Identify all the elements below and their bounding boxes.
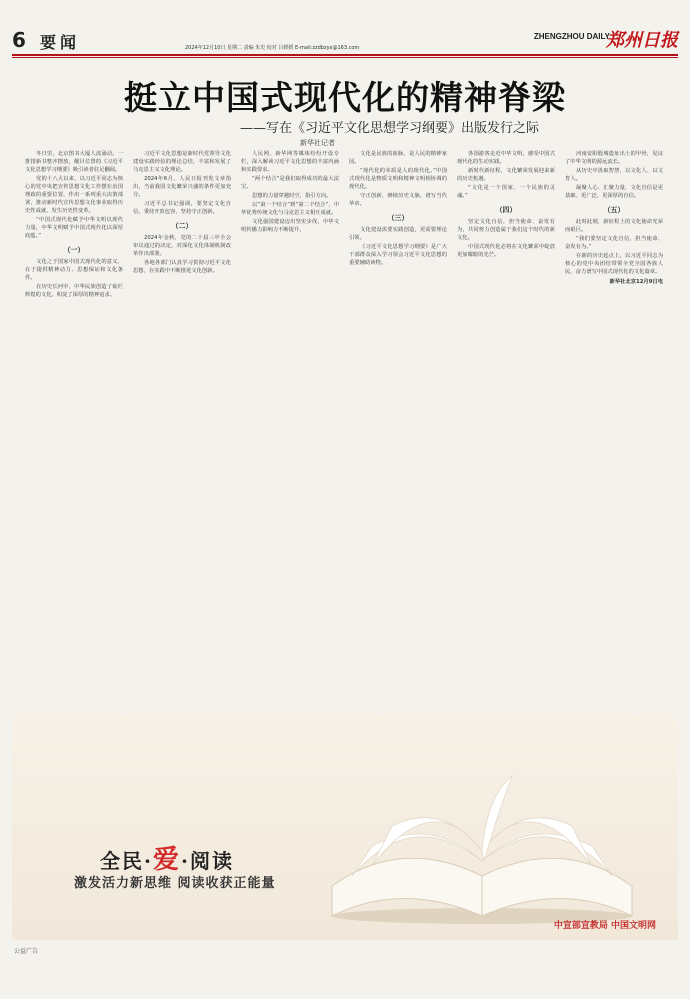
article-column-2	[133, 150, 231, 710]
paragraph: “我们要坚定文化自信，担当使命、奋发有为。”	[565, 236, 663, 250]
paragraph: 文化是民族的血脉，是人民的精神家园。	[349, 151, 447, 165]
article-column-5	[457, 150, 555, 710]
paragraph: 习近平文化思想是新时代党领导文化建设实践经验的理论总结，丰富和发展了马克思主义文化理论。	[133, 151, 231, 173]
ad-title-part: ·阅读	[180, 849, 234, 873]
paragraph: 坚定文化自信，担当使命、奋发有为，共同努力创造属于我们这个时代的新文化。	[457, 219, 555, 241]
paragraph: “现代化的本质是人的现代化。”中国式现代化是物质文明和精神文明相协调的现代化。	[349, 168, 447, 190]
article-column-6	[565, 150, 663, 710]
paragraph: 新时代新征程，文化繁荣发展迎来新的历史机遇。	[457, 168, 555, 182]
paragraph: “文化是一个国家、一个民族的灵魂。”	[457, 185, 555, 199]
section-heading: （五）	[603, 206, 625, 214]
paragraph: 文化强国建设迈出坚实步伐，中华文明传播力影响力不断提升。	[241, 219, 339, 233]
paragraph: 从历史中汲取智慧，以文化人、以文育人。	[565, 168, 663, 182]
paper-logo: 郑州日报	[606, 30, 678, 51]
headline: 挺立中国式现代化的精神脊梁	[124, 78, 566, 117]
section-heading: （四）	[495, 206, 517, 214]
paragraph: 河南安阳殷墟遗址出土的甲骨，见证了中华文明的源远流长。	[565, 151, 663, 165]
ad-title-love: 爱	[152, 845, 181, 875]
paragraph: 各地各部门认真学习贯彻习近平文化思想，在实践中不断推进文化创新。	[133, 260, 231, 274]
paragraph: 2024年金秋，党的二十届三中全会审议通过的决定，对深化文化体制机制改革作出部署。	[133, 235, 231, 257]
paragraph: “中国式现代化赋予中华文明以现代力量，中华文明赋予中国式现代化以深厚底蕴。”	[25, 217, 123, 239]
section-title: 要闻	[40, 33, 81, 52]
masthead-rule-thin	[12, 57, 678, 58]
paragraph: 人民网、新华网等媒体纷纷开设专栏，深入解读习近平文化思想的丰富内涵和实践要求。	[241, 151, 339, 173]
paragraph: 党的十八大以来，以习近平同志为核心的党中央把宣传思想文化工作摆在治国理政的重要位置，作出一系列重大决策部署，推动新时代宣传思想文化事业取得历史性成就、发生历史性变革。	[25, 176, 123, 214]
paragraph: 在历史长河中，中华民族创造了灿烂辉煌的文化，积淀了深厚的精神追求。	[25, 284, 123, 298]
article-column-3	[241, 150, 339, 710]
page-number: 6	[12, 28, 26, 52]
paragraph: 在新的历史起点上，以习近平同志为核心的党中央团结带领全党全国各族人民，奋力谱写中国式现代化的文化篇章。	[565, 253, 663, 275]
paper-name-en: ZHENGZHOU DAILY	[533, 32, 610, 41]
article-column-1	[25, 150, 123, 710]
paragraph: 冬日里，北京图书大厦人流涌动。一排排新书整齐摆放，醒目位置的《习近平文化思想学习纲要》吸引读者驻足翻阅。	[25, 151, 123, 173]
ad-title	[100, 839, 234, 876]
paragraph: 思想的力量穿越时空，指引方向。	[252, 193, 332, 199]
section-heading: （二）	[171, 222, 193, 230]
ad-slogan: 激发活力新思维 阅读收获正能量	[74, 876, 276, 891]
ad-organization: 中宣部宣教局 中国文明网	[553, 921, 656, 931]
paragraph: 文化建设需要实践创造，更需要理论引领。	[349, 227, 447, 241]
paragraph: 《习近平文化思想学习纲要》是广大干部群众深入学习领会习近平文化思想的重要辅助读物。	[349, 244, 447, 266]
section-heading: （三）	[387, 214, 409, 222]
footer-note: 公益广告	[14, 948, 39, 955]
masthead	[0, 0, 690, 52]
ad-title-part: 全民·	[100, 849, 153, 873]
subheadline: ——写在《习近平文化思想学习纲要》出版发行之际	[240, 121, 540, 136]
paragraph: 2024年6月，人民日报刊发文章指出，当前我国文化繁荣兴盛的条件更加充分。	[133, 176, 231, 198]
open-book-illustration	[312, 766, 642, 926]
paragraph: 凝聚人心、汇聚力量，文化自信是更基础、更广泛、更深厚的自信。	[565, 185, 663, 199]
article-column-4	[349, 150, 447, 710]
paragraph: 以“第一个结合”到“第二个结合”，中华优秀传统文化与马克思主义相互成就。	[241, 202, 339, 216]
byline: 新华社记者	[300, 139, 335, 147]
paragraph: 此时此刻，新征程上的文化使命光荣而艰巨。	[565, 219, 663, 233]
paragraph: 各国游客走近中华文明，感受中国式现代化的生动实践。	[457, 151, 555, 165]
paragraph: 中国式现代化必将在文化繁荣中绽放更加耀眼的光芒。	[457, 244, 555, 258]
paragraph: 文化之于国家中国式现代化的意义，在于提供精神动力、思想保证和文化条件。	[25, 259, 123, 281]
section-heading: （一）	[63, 246, 85, 254]
masthead-rule	[12, 54, 678, 56]
dateline-signature: 新华社北京12月9日电	[609, 279, 663, 285]
issue-meta: 2024年12月10日 星期二 责编 朱史 校对 吕媛媛 E-mail:zzdbzyx@163.com	[185, 45, 360, 51]
public-service-ad	[12, 714, 678, 940]
paragraph: 习近平总书记强调，要坚定文化自信，秉持开放包容，坚持守正创新。	[133, 201, 231, 215]
paragraph: 守正创新，赓续历史文脉，谱写当代华章。	[349, 193, 447, 207]
paragraph: “两个结合”是我们取得成功的最大法宝。	[241, 176, 339, 190]
article-body	[25, 150, 670, 710]
